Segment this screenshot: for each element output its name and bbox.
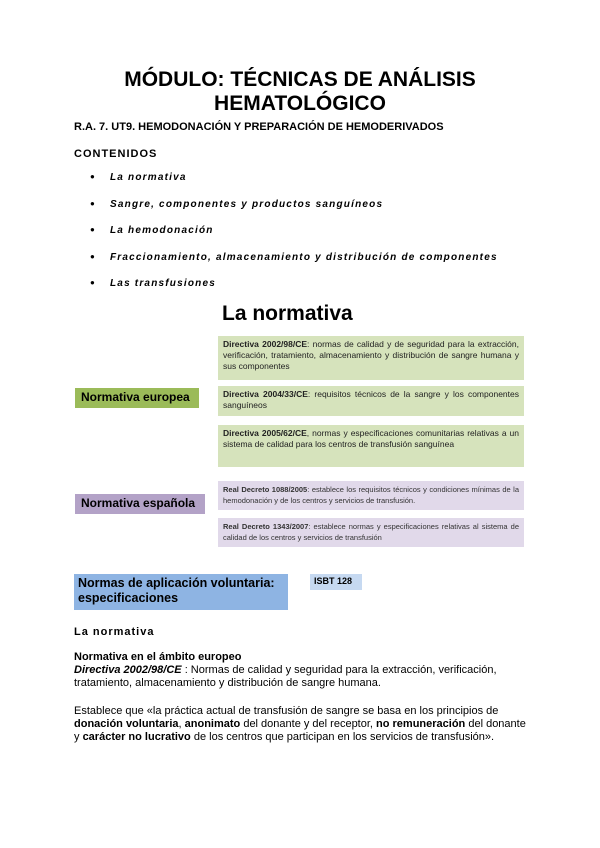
text-run: del donante y del receptor, [240,718,377,730]
es-decree-box [218,481,524,510]
principles-paragraph [74,705,534,744]
contents-item: ● Sangre, componentes y productos sanguíneos [90,199,498,226]
es-decree-box [218,518,524,547]
spanish-regulation-label: Normativa española [75,494,205,514]
es-decree-text: : establece los requisitos técnicos y condiciones mínimas de la hemodonación y de los centros y servicios de transfusión. [223,485,519,505]
eu-directive-text: , normas y especificaciones comunitarias relativas a un sistema de calidad para los centros de transfusión sanguínea [223,428,520,449]
directive-text: : Normas de calidad y seguridad para la extracción, verificación, tratamiento, almacenamiento y distribución de sangre humana. [74,664,497,689]
contents-list [90,172,498,305]
european-regulation-label: Normativa europea [75,388,199,408]
text-run-bold: donación voluntaria [74,718,179,730]
directive-code: Directiva 2002/98/CE [74,664,182,676]
contents-item: ● Fraccionamiento, almacenamiento y distribución de componentes [90,252,498,279]
eu-directive-box [218,336,524,380]
es-decree-text: : establece normas y especificaciones relativas al sistema de calidad de los centros y servicios de transfusión [223,522,519,542]
eu-directive-text: : normas de calidad y de seguridad para la extracción, verificación, tratamiento, almacenamiento y distribución de sangre humana y sus componentes [223,339,519,371]
text-run-bold: anonimato [184,718,241,730]
diagram-title: La normativa [222,302,353,325]
text-run: , [178,718,185,730]
eu-directive-text: : requisitos técnicos de la sangre y los componentes sanguíneos [223,389,519,410]
es-decree-code: Real Decreto 1343/2007 [223,522,309,531]
european-scope-paragraph [74,651,534,690]
eu-directive-code: Directiva 2004/33/CE [223,389,308,399]
eu-directive-code: Directiva 2002/98/CE [223,339,308,349]
eu-directive-code: Directiva 2005/62/CE [223,428,307,438]
contents-heading: CONTENIDOS [74,148,158,160]
contents-item: ● La normativa [90,172,498,199]
isbt-badge: ISBT 128 [310,574,362,590]
subheading: Normativa en el ámbito europeo [74,651,242,663]
document-title: MÓDULO: TÉCNICAS DE ANÁLISIS HEMATOLÓGICO [124,68,476,115]
eu-directive-box [218,425,524,467]
text-run: del donante y [74,718,526,743]
document-subtitle: R.A. 7. UT9. HEMODONACIÓN Y PREPARACIÓN DE HEMODERIVADOS [74,121,444,133]
eu-directive-box [218,386,524,416]
section-heading: La normativa [74,626,155,638]
contents-item: ● Las transfusiones [90,278,498,305]
text-run: de los centros que participan en los servicios de transfusión». [190,731,495,743]
text-run-bold: no remuneración [376,718,466,730]
text-run-bold: carácter no lucrativo [82,731,191,743]
voluntary-standards-label: Normas de aplicación voluntaria: especificaciones [74,574,288,610]
es-decree-code: Real Decreto 1088/2005 [223,485,308,494]
text-run: Establece que «la práctica actual de transfusión de sangre se basa en los principios de [74,705,499,717]
contents-item: ● La hemodonación [90,225,498,252]
